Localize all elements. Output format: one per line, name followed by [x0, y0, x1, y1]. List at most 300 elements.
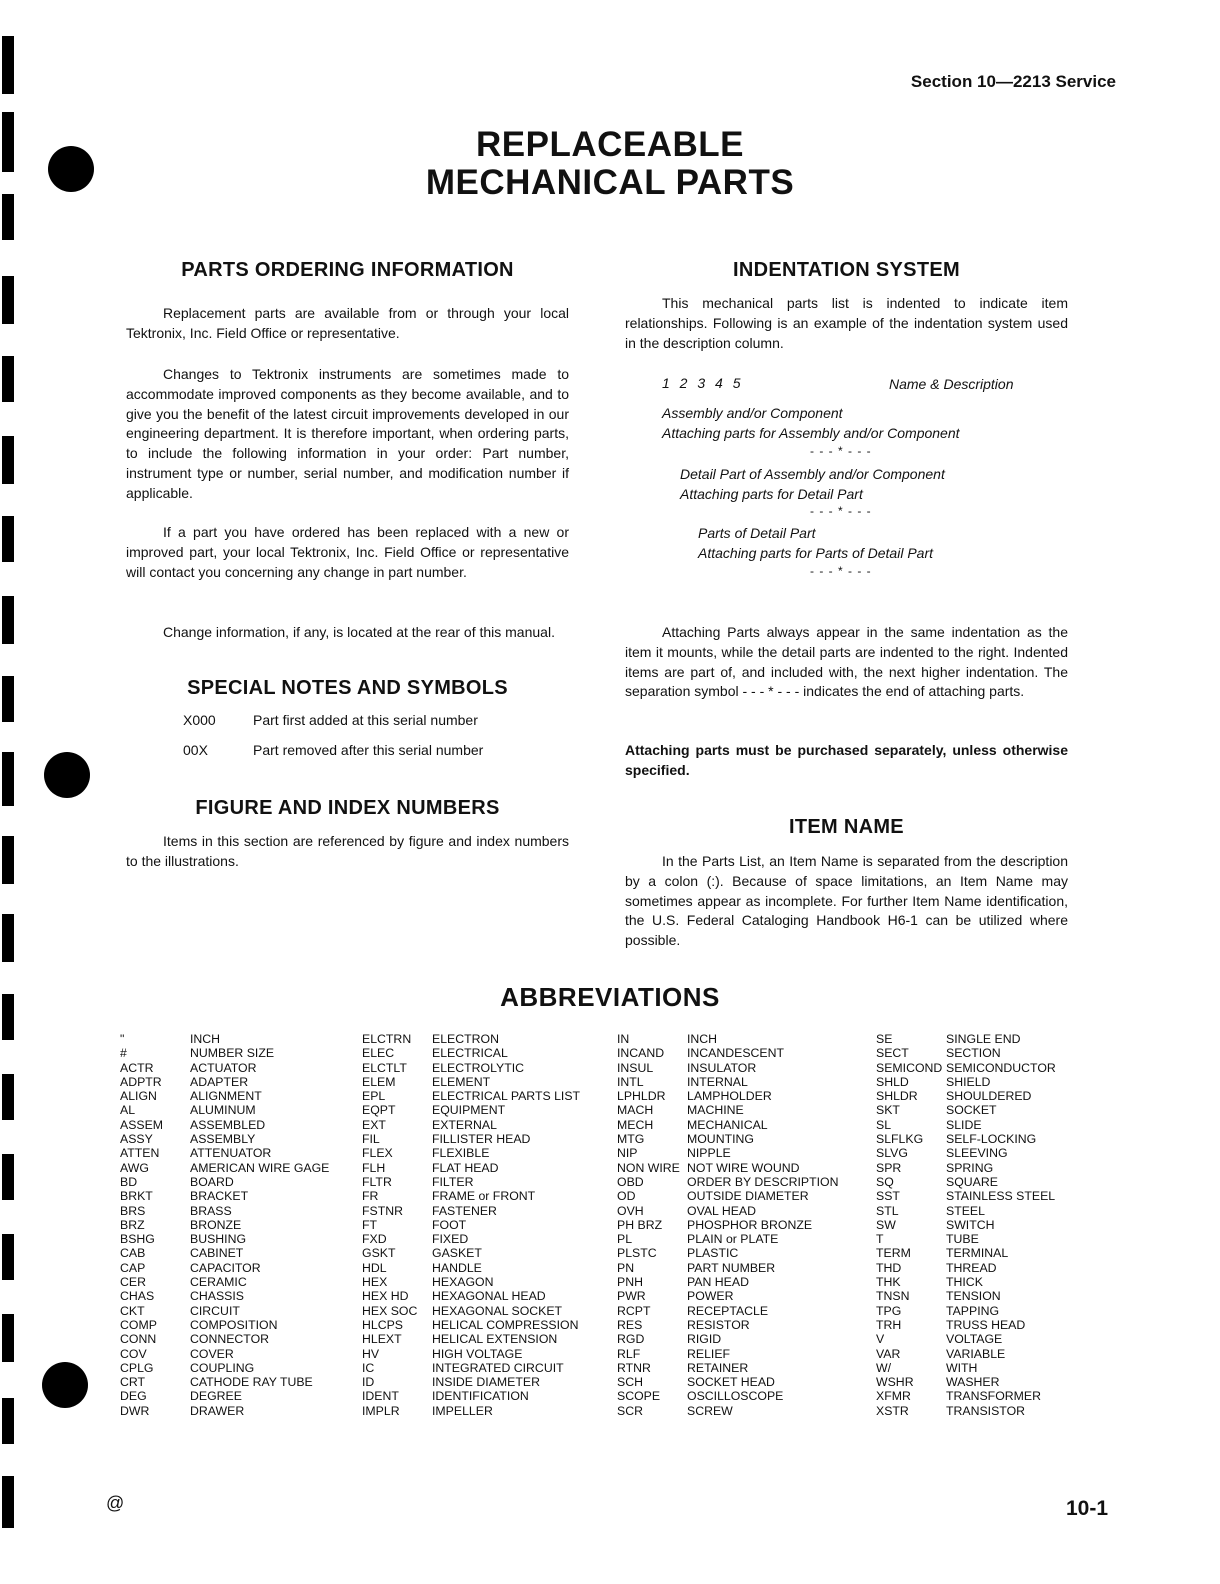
- page-number: 10-1: [1065, 1497, 1108, 1520]
- abbreviation-meaning: PLAIN or PLATE: [687, 1232, 779, 1247]
- binder-bar: [2, 752, 14, 806]
- abbreviation-row: [617, 1318, 838, 1332]
- abbreviation-row: [876, 1318, 1056, 1332]
- abbreviation-code: WSHR: [876, 1375, 914, 1390]
- abbreviation-code: BSHG: [120, 1232, 155, 1247]
- abbreviation-code: IN: [617, 1032, 630, 1046]
- abbreviation-meaning: SOCKET HEAD: [687, 1375, 775, 1390]
- abbreviation-code: BD: [120, 1174, 138, 1189]
- abbreviation-row: [876, 1089, 1056, 1103]
- abbreviation-code: HLEXT: [362, 1332, 402, 1347]
- abbreviation-code: CAP: [120, 1260, 146, 1275]
- abbreviation-code: RCPT: [617, 1303, 651, 1318]
- abbreviation-code: SCH: [617, 1375, 643, 1390]
- binder-bar: [2, 914, 14, 962]
- abbreviation-row: [617, 1132, 838, 1146]
- abbreviation-code: DEG: [120, 1389, 147, 1404]
- page-title: [0, 126, 1220, 202]
- abbreviation-meaning: NIPPLE: [687, 1146, 731, 1161]
- indent-level3-item: Parts of Detail Part: [698, 525, 816, 541]
- abbreviation-meaning: GASKET: [432, 1246, 482, 1261]
- abbreviation-meaning: HANDLE: [432, 1260, 482, 1275]
- abbreviation-meaning: SWITCH: [946, 1217, 995, 1232]
- indent-level2-item: Detail Part of Assembly and/or Component: [680, 466, 945, 482]
- indent-level3-attaching: Attaching parts for Parts of Detail Part: [698, 545, 933, 561]
- abbreviation-row: [120, 1204, 329, 1218]
- abbreviation-meaning: SHIELD: [946, 1074, 991, 1089]
- abbreviation-code: CONN: [120, 1332, 157, 1347]
- page-title-line: MECHANICAL PARTS: [425, 163, 795, 202]
- abbreviation-meaning: EXTERNAL: [432, 1117, 497, 1132]
- abbreviation-meaning: SHOULDERED: [946, 1089, 1032, 1104]
- abbreviation-meaning: NUMBER SIZE: [190, 1046, 275, 1061]
- binder-bar: [2, 1476, 14, 1528]
- abbreviation-meaning: PHOSPHOR BRONZE: [687, 1217, 813, 1232]
- abbreviation-row: [617, 1118, 838, 1132]
- abbreviation-code: DWR: [120, 1403, 150, 1418]
- abbreviation-code: ELCTRN: [362, 1032, 412, 1046]
- abbreviation-row: [617, 1204, 838, 1218]
- abbreviation-code: ALIGN: [120, 1089, 157, 1104]
- abbreviation-code: ELEC: [362, 1046, 395, 1061]
- abbreviation-row: [120, 1103, 329, 1117]
- abbreviation-code: SECT: [876, 1046, 909, 1061]
- abbreviation-meaning: INSULATOR: [687, 1060, 757, 1075]
- abbreviation-row: [876, 1332, 1056, 1346]
- abbreviation-meaning: HELICAL EXTENSION: [432, 1332, 558, 1347]
- abbreviation-meaning: RELIEF: [687, 1346, 731, 1361]
- binder-bar: [2, 516, 14, 562]
- abbreviation-code: SQ: [876, 1174, 894, 1189]
- abbreviation-code: SCR: [617, 1403, 643, 1418]
- abbreviation-code: XFMR: [876, 1389, 911, 1404]
- abbreviation-row: [617, 1232, 838, 1246]
- abbreviation-code: SE: [876, 1032, 893, 1046]
- abbreviation-meaning: DRAWER: [190, 1403, 245, 1418]
- abbreviation-meaning: NOT WIRE WOUND: [687, 1160, 800, 1175]
- abbreviation-row: [120, 1375, 329, 1389]
- abbreviation-code: TERM: [876, 1246, 911, 1261]
- abbreviation-row: [617, 1089, 838, 1103]
- abbreviation-meaning: ASSEMBLY: [190, 1132, 256, 1147]
- abbreviation-row: [120, 1089, 329, 1103]
- abbreviation-code: AWG: [120, 1160, 149, 1175]
- abbreviation-meaning: RESISTOR: [687, 1317, 750, 1332]
- abbreviation-row: [617, 1046, 838, 1060]
- abbreviation-row: [120, 1118, 329, 1132]
- binder-edge: [0, 0, 100, 1584]
- abbreviation-meaning: ATTENUATOR: [190, 1146, 272, 1161]
- abbreviation-code: MTG: [617, 1132, 645, 1147]
- abbreviation-row: [617, 1261, 838, 1275]
- abbreviation-code: MECH: [617, 1117, 654, 1132]
- abbreviation-row: [120, 1218, 329, 1232]
- abbreviation-meaning: ALIGNMENT: [190, 1089, 262, 1104]
- binder-bar: [2, 836, 14, 884]
- abbreviation-code: FSTNR: [362, 1203, 403, 1218]
- binder-bar: [2, 436, 14, 484]
- abbreviation-meaning: ELECTRON: [432, 1032, 499, 1046]
- abbreviation-code: SKT: [876, 1103, 900, 1118]
- abbreviation-meaning: CERAMIC: [190, 1275, 247, 1290]
- section-header: Section 10—2213 Service: [910, 72, 1116, 91]
- abbreviation-row: [362, 1389, 580, 1403]
- abbreviation-code: THK: [876, 1275, 901, 1290]
- abbreviation-row: [876, 1304, 1056, 1318]
- abbreviation-code: MACH: [617, 1103, 654, 1118]
- abbreviation-code: TNSN: [876, 1289, 910, 1304]
- abbreviation-meaning: SLIDE: [946, 1117, 982, 1132]
- abbreviation-row: [362, 1261, 580, 1275]
- abbreviation-meaning: HIGH VOLTAGE: [432, 1346, 523, 1361]
- item-name-p1: In the Parts List, an Item Name is separated from the description by a colon (:). Because of space limitations, an Item Name may sometimes appear as incomplete. For further Item Name identification, the U.S. Federal Cataloging Handbook H6-1 can be utilized where possible.: [625, 853, 1068, 949]
- abbreviation-row: [362, 1032, 580, 1046]
- abbreviation-code: PN: [617, 1260, 635, 1275]
- abbreviation-row: [120, 1304, 329, 1318]
- abbreviation-code: HEX HD: [362, 1289, 409, 1304]
- abbreviation-meaning: THREAD: [946, 1260, 997, 1275]
- abbreviation-code: THD: [876, 1260, 902, 1275]
- abbreviation-code: FIL: [362, 1132, 380, 1147]
- abbreviation-meaning: ALUMINUM: [190, 1103, 256, 1118]
- abbreviation-meaning: CIRCUIT: [190, 1303, 240, 1318]
- abbreviation-code: SCOPE: [617, 1389, 661, 1404]
- abbreviation-row: [617, 1189, 838, 1203]
- abbreviation-meaning: CABINET: [190, 1246, 244, 1261]
- abbreviation-code: IMPLR: [362, 1403, 400, 1418]
- abbreviation-meaning: PART NUMBER: [687, 1260, 776, 1275]
- abbreviation-meaning: SECTION: [946, 1046, 1001, 1061]
- abbreviation-row: [876, 1103, 1056, 1117]
- abbreviation-row: [120, 1261, 329, 1275]
- abbreviation-meaning: PAN HEAD: [687, 1275, 749, 1290]
- separator-symbol: - - - * - - -: [810, 564, 872, 578]
- indent-numbers: 1 2 3 4 5: [662, 375, 744, 391]
- abbreviation-column: [876, 1032, 1056, 1418]
- abbreviation-code: ID: [362, 1375, 375, 1390]
- abbreviation-row: [362, 1132, 580, 1146]
- abbreviation-meaning: MOUNTING: [687, 1132, 754, 1147]
- abbreviation-row: [876, 1261, 1056, 1275]
- abbreviation-code: AL: [120, 1103, 136, 1118]
- abbreviation-meaning: SELF-LOCKING: [946, 1132, 1037, 1147]
- abbreviation-code: BRZ: [120, 1217, 145, 1232]
- abbreviation-code: BRS: [120, 1203, 146, 1218]
- abbreviation-row: [362, 1161, 580, 1175]
- symbol-code: X000: [183, 712, 216, 728]
- abbreviation-meaning: ASSEMBLED: [190, 1117, 266, 1132]
- abbreviation-row: [362, 1318, 580, 1332]
- abbreviation-meaning: RIGID: [687, 1332, 722, 1347]
- abbreviation-row: [120, 1075, 329, 1089]
- abbreviation-row: [617, 1275, 838, 1289]
- symbol-row: [183, 712, 478, 728]
- abbreviation-code: ACTR: [120, 1060, 154, 1075]
- binder-bar: [2, 1234, 14, 1280]
- abbreviation-meaning: TRANSISTOR: [946, 1403, 1026, 1418]
- abbreviation-code: #: [120, 1046, 127, 1061]
- abbreviation-code: SLFLKG: [876, 1132, 924, 1147]
- abbreviation-row: [362, 1347, 580, 1361]
- abbreviation-row: [362, 1089, 580, 1103]
- indent-level2-attaching: Attaching parts for Detail Part: [680, 486, 863, 502]
- abbreviation-meaning: INTEGRATED CIRCUIT: [432, 1360, 564, 1375]
- abbreviation-row: [876, 1232, 1056, 1246]
- abbreviation-row: [617, 1161, 838, 1175]
- abbreviation-row: [876, 1204, 1056, 1218]
- abbreviation-code: BRKT: [120, 1189, 153, 1204]
- abbreviation-row: [362, 1289, 580, 1303]
- abbreviation-code: OVH: [617, 1203, 644, 1218]
- abbreviation-code: STL: [876, 1203, 899, 1218]
- abbreviation-meaning: TRUSS HEAD: [946, 1317, 1026, 1332]
- separator-symbol: - - - * - - -: [810, 504, 872, 518]
- abbreviation-meaning: SINGLE END: [946, 1032, 1021, 1046]
- binder-bar: [2, 356, 14, 402]
- abbreviation-row: [362, 1046, 580, 1060]
- abbreviation-code: SLVG: [876, 1146, 908, 1161]
- abbreviation-row: [362, 1232, 580, 1246]
- abbreviation-row: [876, 1275, 1056, 1289]
- abbreviation-code: IDENT: [362, 1389, 399, 1404]
- abbreviation-code: COV: [120, 1346, 147, 1361]
- abbreviation-row: [362, 1103, 580, 1117]
- abbreviation-meaning: BUSHING: [190, 1232, 247, 1247]
- abbreviation-code: FLEX: [362, 1146, 393, 1161]
- abbreviation-meaning: TUBE: [946, 1232, 979, 1247]
- indentation-p1: This mechanical parts list is indented to indicate item relationships. Following is an example of the indentation system used in the description column.: [625, 295, 1068, 351]
- abbreviation-code: CHAS: [120, 1289, 155, 1304]
- punch-hole: [44, 752, 90, 798]
- parts-ordering-p4: Change information, if any, is located at the rear of this manual.: [163, 624, 555, 640]
- abbreviation-code: PL: [617, 1232, 633, 1247]
- abbreviation-code: ELEM: [362, 1074, 396, 1089]
- abbreviation-meaning: FOOT: [432, 1217, 467, 1232]
- abbreviation-meaning: COUPLING: [190, 1360, 255, 1375]
- abbreviation-row: [120, 1361, 329, 1375]
- abbreviation-row: [876, 1046, 1056, 1060]
- indentation-p2: Attaching Parts always appear in the same indentation as the item it mounts, while the detail parts are indented to the right. Indented items are part of, and included with, the next higher indentation. The separation symbol - - - * - - - indicates the end of attaching parts.: [625, 624, 1068, 700]
- abbreviation-row: [362, 1332, 580, 1346]
- abbreviation-meaning: BOARD: [190, 1174, 234, 1189]
- abbreviation-meaning: SOCKET: [946, 1103, 997, 1118]
- abbreviation-meaning: COVER: [190, 1346, 234, 1361]
- abbreviation-meaning: STEEL: [946, 1203, 985, 1218]
- abbreviation-code: SHLD: [876, 1074, 909, 1089]
- abbreviation-code: OD: [617, 1189, 636, 1204]
- abbreviation-meaning: RECEPTACLE: [687, 1303, 769, 1318]
- abbreviation-meaning: WITH: [946, 1360, 978, 1375]
- abbreviation-code: SST: [876, 1189, 900, 1204]
- abbreviation-row: [362, 1304, 580, 1318]
- abbreviation-meaning: CHASSIS: [190, 1289, 244, 1304]
- abbreviation-row: [876, 1132, 1056, 1146]
- abbreviation-row: [876, 1061, 1056, 1075]
- abbreviation-meaning: TENSION: [946, 1289, 1001, 1304]
- abbreviation-row: [120, 1061, 329, 1075]
- abbreviation-row: [876, 1118, 1056, 1132]
- abbreviation-code: GSKT: [362, 1246, 396, 1261]
- abbreviation-row: [617, 1175, 838, 1189]
- abbreviation-code: FR: [362, 1189, 379, 1204]
- separator-symbol: - - - * - - -: [810, 444, 872, 458]
- abbreviation-row: [876, 1075, 1056, 1089]
- abbreviation-code: FLTR: [362, 1174, 392, 1189]
- abbreviation-code: LPHLDR: [617, 1089, 666, 1104]
- abbreviation-meaning: THICK: [946, 1275, 983, 1290]
- binder-bar: [2, 1314, 14, 1362]
- abbreviation-row: [120, 1246, 329, 1260]
- abbreviation-meaning: HELICAL COMPRESSION: [432, 1317, 579, 1332]
- abbreviation-code: RLF: [617, 1346, 641, 1361]
- abbreviation-meaning: MACHINE: [687, 1103, 744, 1118]
- abbreviation-row: [362, 1404, 580, 1418]
- abbreviation-meaning: INCH: [687, 1032, 718, 1046]
- abbreviation-meaning: MECHANICAL: [687, 1117, 768, 1132]
- abbreviation-code: ASSEM: [120, 1117, 164, 1132]
- attaching-parts-note: Attaching parts must be purchased separately, unless otherwise specified.: [625, 742, 1068, 778]
- abbreviation-code: EPL: [362, 1089, 386, 1104]
- abbreviation-meaning: CAPACITOR: [190, 1260, 261, 1275]
- abbreviation-meaning: FLAT HEAD: [432, 1160, 499, 1175]
- abbreviation-code: EXT: [362, 1117, 386, 1132]
- abbreviation-row: [876, 1189, 1056, 1203]
- parts-ordering-p3: If a part you have ordered has been replaced with a new or improved part, your local Tektronix, Inc. Field Office or representative will contact you concerning any change in part number.: [126, 524, 569, 580]
- abbreviation-row: [617, 1061, 838, 1075]
- binder-bar: [2, 1154, 14, 1200]
- abbreviation-row: [876, 1146, 1056, 1160]
- abbreviation-meaning: SCREW: [687, 1403, 733, 1418]
- symbol-text: Part removed after this serial number: [253, 742, 484, 758]
- abbreviation-row: [617, 1389, 838, 1403]
- parts-ordering-heading: PARTS ORDERING INFORMATION: [181, 259, 514, 281]
- indent-level1-attaching: Attaching parts for Assembly and/or Component: [662, 425, 960, 441]
- abbreviation-code: ASSY: [120, 1132, 153, 1147]
- abbreviation-code: NIP: [617, 1146, 638, 1161]
- indent-level1-item: Assembly and/or Component: [662, 405, 843, 421]
- abbreviation-meaning: ACTUATOR: [190, 1060, 257, 1075]
- abbreviation-code: HEX: [362, 1275, 388, 1290]
- abbreviation-meaning: OUTSIDE DIAMETER: [687, 1189, 809, 1204]
- abbreviation-row: [617, 1075, 838, 1089]
- abbreviation-row: [362, 1146, 580, 1160]
- abbreviation-code: HV: [362, 1346, 380, 1361]
- abbreviation-code: IC: [362, 1360, 375, 1375]
- abbreviation-row: [876, 1289, 1056, 1303]
- item-name-heading: ITEM NAME: [789, 816, 904, 838]
- abbreviation-meaning: FASTENER: [432, 1203, 497, 1218]
- abbreviation-row: [617, 1103, 838, 1117]
- figure-index-heading: FIGURE AND INDEX NUMBERS: [195, 797, 500, 819]
- abbreviations-heading: ABBREVIATIONS: [500, 982, 720, 1012]
- abbreviation-row: [617, 1304, 838, 1318]
- abbreviation-meaning: PLASTIC: [687, 1246, 739, 1261]
- abbreviation-code: ATTEN: [120, 1146, 160, 1161]
- abbreviation-meaning: FRAME or FRONT: [432, 1189, 536, 1204]
- abbreviation-meaning: TERMINAL: [946, 1246, 1009, 1261]
- abbreviation-row: [876, 1361, 1056, 1375]
- abbreviation-meaning: HEXAGONAL HEAD: [432, 1289, 546, 1304]
- abbreviation-code: OBD: [617, 1174, 644, 1189]
- abbreviation-code: ADPTR: [120, 1074, 162, 1089]
- abbreviation-meaning: DEGREE: [190, 1389, 242, 1404]
- abbreviation-column: [120, 1032, 329, 1418]
- abbreviation-code: ": [120, 1032, 125, 1046]
- abbreviation-row: [876, 1375, 1056, 1389]
- copyright-mark: @: [106, 1493, 125, 1513]
- abbreviation-meaning: TRANSFORMER: [946, 1389, 1041, 1404]
- parts-ordering-p2: Changes to Tektronix instruments are sometimes made to accommodate improved components as they become available, and to give you the benefit of the latest circuit improvements developed in our engineering department. It is therefore important, when ordering parts, to include the following information in your order: Part number, instrument type or number, serial number, and modification number if applicable.: [126, 366, 569, 501]
- abbreviation-meaning: ELECTRICAL: [432, 1046, 508, 1061]
- abbreviation-row: [362, 1061, 580, 1075]
- abbreviation-code: W/: [876, 1360, 892, 1375]
- abbreviation-code: EQPT: [362, 1103, 396, 1118]
- abbreviation-meaning: FLEXIBLE: [432, 1146, 490, 1161]
- abbreviation-row: [362, 1246, 580, 1260]
- abbreviation-meaning: ORDER BY DESCRIPTION: [687, 1174, 839, 1189]
- abbreviation-row: [120, 1146, 329, 1160]
- abbreviation-meaning: SEMICONDUCTOR: [946, 1060, 1056, 1075]
- abbreviation-meaning: LAMPHOLDER: [687, 1089, 772, 1104]
- binder-bar: [2, 1074, 14, 1120]
- abbreviation-row: [617, 1347, 838, 1361]
- abbreviation-meaning: HEXAGON: [432, 1275, 494, 1290]
- abbreviation-code: V: [876, 1332, 885, 1347]
- abbreviation-row: [617, 1289, 838, 1303]
- abbreviation-code: RTNR: [617, 1360, 651, 1375]
- abbreviation-meaning: IMPELLER: [432, 1403, 493, 1418]
- abbreviation-code: NON WIRE: [617, 1160, 680, 1175]
- indent-name-description: Name & Description: [889, 376, 1014, 392]
- abbreviation-meaning: RETAINER: [687, 1360, 749, 1375]
- abbreviation-row: [876, 1032, 1056, 1046]
- abbreviation-row: [120, 1161, 329, 1175]
- abbreviation-code: PH BRZ: [617, 1217, 663, 1232]
- abbreviation-meaning: BRACKET: [190, 1189, 249, 1204]
- abbreviation-meaning: FIXED: [432, 1232, 469, 1247]
- abbreviation-code: RES: [617, 1317, 643, 1332]
- abbreviation-meaning: CONNECTOR: [190, 1332, 270, 1347]
- abbreviation-code: XSTR: [876, 1403, 909, 1418]
- abbreviation-meaning: FILLISTER HEAD: [432, 1132, 531, 1147]
- abbreviation-row: [362, 1204, 580, 1218]
- special-notes-heading: SPECIAL NOTES AND SYMBOLS: [187, 677, 508, 699]
- binder-bar: [2, 36, 14, 94]
- abbreviation-meaning: OVAL HEAD: [687, 1203, 757, 1218]
- abbreviation-code: FXD: [362, 1232, 387, 1247]
- abbreviation-meaning: INCH: [190, 1032, 221, 1046]
- abbreviation-row: [362, 1218, 580, 1232]
- abbreviation-code: HEX SOC: [362, 1303, 418, 1318]
- abbreviation-code: INSUL: [617, 1060, 654, 1075]
- abbreviation-meaning: ELECTROLYTIC: [432, 1060, 525, 1075]
- abbreviation-code: HLCPS: [362, 1317, 404, 1332]
- abbreviation-row: [617, 1361, 838, 1375]
- abbreviation-row: [362, 1375, 580, 1389]
- abbreviation-meaning: ELECTRICAL PARTS LIST: [432, 1089, 581, 1104]
- abbreviation-row: [876, 1218, 1056, 1232]
- abbreviation-row: [362, 1175, 580, 1189]
- abbreviation-meaning: EQUIPMENT: [432, 1103, 506, 1118]
- abbreviation-meaning: TAPPING: [946, 1303, 1000, 1318]
- abbreviation-meaning: VOLTAGE: [946, 1332, 1003, 1347]
- symbol-text: Part first added at this serial number: [253, 712, 478, 728]
- abbreviation-code: SEMICOND: [876, 1060, 943, 1075]
- abbreviation-row: [120, 1032, 329, 1046]
- abbreviation-column: [617, 1032, 838, 1418]
- abbreviation-row: [120, 1404, 329, 1418]
- abbreviation-row: [617, 1332, 838, 1346]
